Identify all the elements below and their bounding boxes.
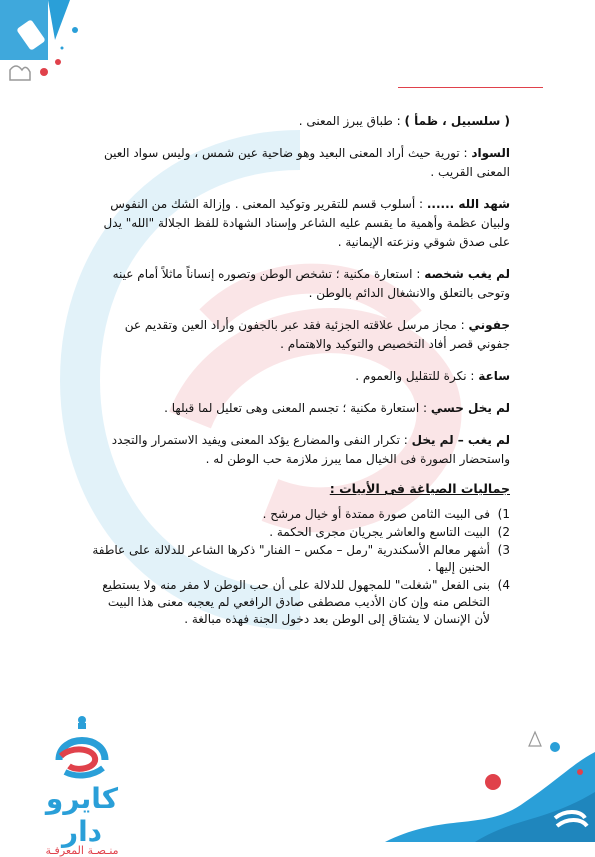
item-text: أشهر معالم الأسكندرية "رمل – مكس – الفنار" ذكرها الشاعر للدلالة على عاطفة الحنين إليها . bbox=[92, 543, 490, 574]
paragraph bbox=[92, 265, 510, 303]
item-number: 3) bbox=[497, 543, 510, 557]
paragraph bbox=[92, 144, 510, 182]
term: لم يخل حسي bbox=[430, 401, 510, 415]
brand-logo bbox=[22, 712, 142, 857]
paragraph bbox=[92, 431, 510, 469]
item-number: 1) bbox=[497, 507, 510, 521]
list-item bbox=[92, 524, 510, 541]
explanation: : طباق يبرز المعنى . bbox=[298, 114, 405, 128]
explanation: : استعارة مكنية ؛ تجسم المعنى وهى تعليل لما قبلها . bbox=[164, 401, 431, 415]
item-text: البيت التاسع والعاشر يجريان مجرى الحكمة . bbox=[269, 525, 490, 539]
item-number: 2) bbox=[497, 525, 510, 539]
paragraph bbox=[92, 112, 510, 131]
term: ساعة bbox=[478, 369, 510, 383]
points-list bbox=[92, 506, 510, 628]
explanation: : مجاز مرسل علاقته الجزئية فقد عبر بالجفون وأراد العين وتقديم عن جفوني قصر أفاد التخصيص والتوكيد والاهتمام . bbox=[124, 318, 510, 351]
item-text: فى البيت الثامن صورة ممتدة أو خيال مرشح . bbox=[262, 507, 490, 521]
science-wave-decoration bbox=[385, 722, 595, 842]
logo-name: كايرو دار bbox=[45, 782, 119, 848]
term: ( سلسبيل ، ظمأ ) bbox=[404, 114, 510, 128]
list-item bbox=[92, 542, 510, 576]
item-text: بنى الفعل "شغلت" للمجهول للدلالة على أن حب الوطن لا مفر منه ولا يستطيع التخلص منه وإن كان الأديب مصطفى صادق الرافعي لم يعجبه معنى هذا البيت لأن الإنسان لا يشتاق إلى الوطن بعد دخول الجنة فهذه مبالغة . bbox=[102, 578, 490, 626]
term: جفوني bbox=[468, 318, 510, 332]
list-item bbox=[92, 506, 510, 523]
logo-tagline: منـصـة المعرفـة bbox=[45, 844, 119, 857]
paragraph bbox=[92, 316, 510, 354]
list-item bbox=[92, 577, 510, 628]
explanation: : نكرة للتقليل والعموم . bbox=[355, 369, 479, 383]
term: لم يغب – لم يخل bbox=[411, 433, 510, 447]
explanation: : تورية حيث أراد المعنى البعيد وهو ضاحية عين شمس ، وليس سواد العين المعنى القريب . bbox=[103, 146, 510, 179]
explanation: : استعارة مكنية ؛ تشخص الوطن وتصوره إنساناً ماثلاً أمام عينه وتوحى بالتعلق والانشغال الدائم بالوطن . bbox=[112, 267, 510, 300]
flask-hand-decoration bbox=[0, 0, 120, 90]
paragraph bbox=[92, 367, 510, 386]
explanation: : تكرار النفى والمضارع يؤكد المعنى ويفيد الاستمرار والتجدد واستحضار الصورة فى الخيال مما يبرز ملازمة حب الوطن له . bbox=[111, 433, 510, 466]
section-heading: جماليات الصياغة فى الأبيات : bbox=[329, 481, 510, 496]
term: السواد bbox=[471, 146, 510, 160]
item-number: 4) bbox=[497, 578, 510, 592]
page-content bbox=[92, 112, 510, 629]
term: شهد الله ...... bbox=[426, 197, 510, 211]
paragraph bbox=[92, 195, 510, 252]
explanation: : أسلوب قسم للتقرير وتوكيد المعنى . وإزالة الشك من النفوس ولبيان عظمة وأهمية ما يقسم عليه الشاعر وإسناد الشهادة للفظ الجلالة "الله" يدل على صدق شوقي ونزعته الإيمانية . bbox=[103, 197, 510, 249]
logo-mark-icon bbox=[47, 712, 117, 782]
paragraph bbox=[92, 399, 510, 418]
top-divider bbox=[398, 87, 543, 88]
term: لم يغب شخصه bbox=[424, 267, 510, 281]
